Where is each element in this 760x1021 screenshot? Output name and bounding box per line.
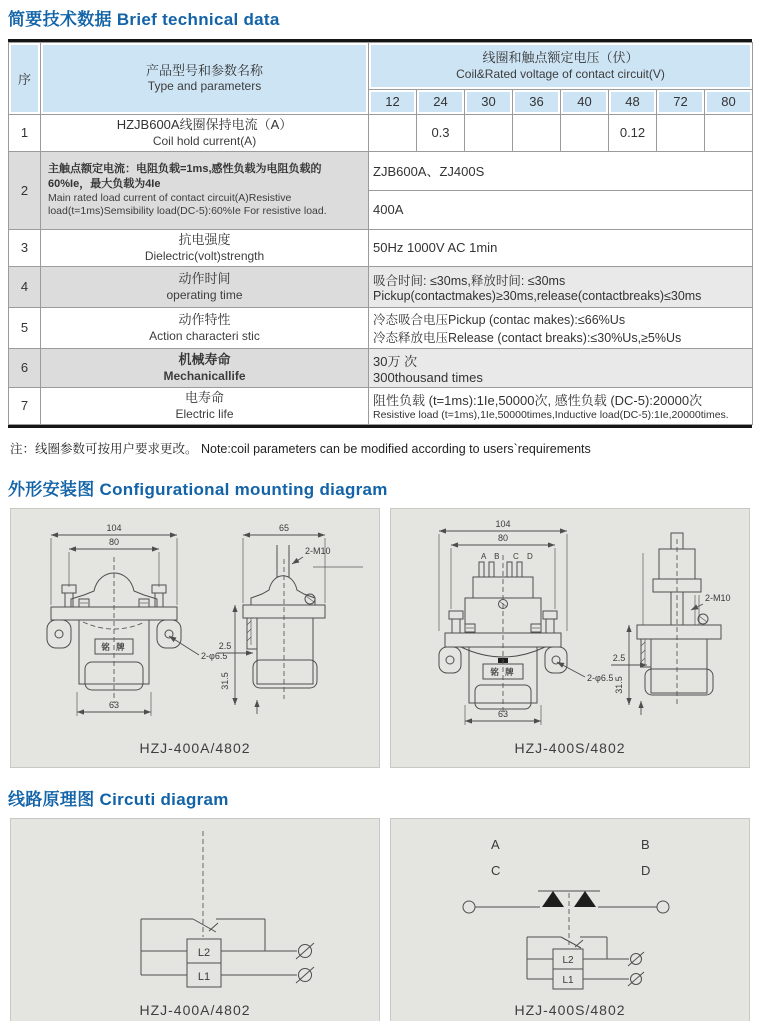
dim-63: 63 bbox=[497, 708, 509, 719]
table-header-row bbox=[9, 43, 753, 90]
terminal-label-a: A bbox=[491, 836, 500, 852]
row6-value bbox=[369, 348, 753, 387]
dim-104: 104 bbox=[495, 518, 511, 529]
row4-en: operating time bbox=[166, 287, 243, 302]
row3-value: 50Hz 1000V AC 1min bbox=[369, 229, 753, 266]
pin-labels-ab: A B bbox=[481, 551, 503, 561]
table-row-5 bbox=[9, 307, 753, 348]
row1-val-72 bbox=[657, 115, 705, 152]
row3-param bbox=[41, 229, 369, 266]
row6-en: Mechanicallife bbox=[163, 368, 246, 383]
row1-en: Coil hold current(A) bbox=[152, 133, 257, 148]
row1-seq: 1 bbox=[9, 115, 41, 152]
coil-l2-label: L2 bbox=[562, 954, 574, 966]
side-view bbox=[217, 523, 363, 714]
spec-table-wrap bbox=[8, 39, 752, 428]
row6-value-line2: 300thousand times bbox=[373, 369, 483, 385]
voltage-col-72: 72 bbox=[657, 90, 705, 115]
header-voltage bbox=[369, 43, 753, 90]
row1-zh: HZJB600A线圈保持电流（A） bbox=[116, 117, 293, 132]
header-voltage-zh: 线圈和触点额定电压（伏） bbox=[482, 50, 639, 66]
row4-param bbox=[41, 266, 369, 307]
mounting-panel-hzj-400s bbox=[390, 508, 750, 768]
mounting-panels bbox=[10, 508, 750, 768]
mounting-caption-hzj-400a: HZJ-400A/4802 bbox=[139, 739, 251, 756]
voltage-col-24: 24 bbox=[417, 90, 465, 115]
circuit-panel-hzj-400a bbox=[10, 818, 380, 1021]
row2-zh: 主触点额定电流：电阻负载=1ms,感性负载为电阻负载的60%Ie，最大负载为4Ie bbox=[48, 162, 322, 190]
terminal-label-b: B bbox=[641, 836, 650, 852]
mounting-drawing-hzj-400a bbox=[11, 509, 379, 741]
row2-val-top: ZJB600A、ZJ400S bbox=[369, 151, 753, 190]
dim-31-5: 31.5 bbox=[614, 676, 624, 694]
row5-zh: 动作特性 bbox=[178, 311, 231, 327]
table-row-3 bbox=[9, 229, 753, 266]
row4-value-line2: Pickup(contactmakes)≥30ms,release(contactbreaks)≤30ms bbox=[373, 288, 702, 303]
row1-val-12 bbox=[369, 115, 417, 152]
dim-65: 65 bbox=[278, 522, 290, 533]
mounting-panel-hzj-400a bbox=[10, 508, 380, 768]
table-row-4 bbox=[9, 266, 753, 307]
side-view bbox=[611, 533, 731, 715]
row7-seq: 7 bbox=[9, 387, 41, 424]
row3-en: Dielectric(volt)strength bbox=[144, 248, 265, 263]
voltage-col-80: 80 bbox=[705, 90, 753, 115]
row7-value bbox=[369, 387, 753, 424]
row6-seq: 6 bbox=[9, 348, 41, 387]
row5-en: Action characteri stic bbox=[149, 328, 260, 343]
voltage-col-30: 30 bbox=[465, 90, 513, 115]
row1-val-48: 0.12 bbox=[609, 115, 657, 152]
row6-param bbox=[41, 348, 369, 387]
row7-value-line2: Resistive load (t=1ms),1Ie,50000times,Inductive load(DC-5):1Ie,20000times. bbox=[373, 409, 729, 422]
row3-seq: 3 bbox=[9, 229, 41, 266]
dim-thread: 2-M10 bbox=[705, 592, 731, 603]
table-row-2a bbox=[9, 151, 753, 190]
dim-80: 80 bbox=[497, 532, 509, 543]
terminal-label-c: C bbox=[491, 862, 501, 878]
section-title-circuit-diagram: 线路原理图 Circuti diagram bbox=[8, 789, 229, 809]
coil-l1-label: L1 bbox=[562, 974, 574, 986]
section-title-brief-technical-data: 简要技术数据 Brief technical data bbox=[8, 10, 280, 29]
circuit-caption-hzj-400s: HZJ-400S/4802 bbox=[514, 1001, 626, 1018]
voltage-col-12: 12 bbox=[369, 90, 417, 115]
front-view bbox=[47, 523, 227, 716]
header-type-en: Type and parameters bbox=[147, 79, 262, 94]
dim-2-5: 2.5 bbox=[218, 640, 232, 651]
row2-en: Main rated load current of contact circuit(A)Resistive load(t=1ms)Semsibility load(DC-5):60%Ie For resistive load. bbox=[48, 191, 327, 218]
dim-thread: 2-M10 bbox=[305, 545, 331, 556]
spec-table bbox=[8, 42, 753, 425]
circuit-caption-hzj-400a: HZJ-400A/4802 bbox=[139, 1001, 251, 1018]
row2-seq: 2 bbox=[9, 151, 41, 229]
coil-l1-label: L1 bbox=[197, 970, 211, 983]
row1-val-30 bbox=[465, 115, 513, 152]
row4-value bbox=[369, 266, 753, 307]
table-row-7 bbox=[9, 387, 753, 424]
row3-zh: 抗电强度 bbox=[178, 231, 231, 247]
circuit-drawing-hzj-400a bbox=[11, 819, 379, 997]
dim-80: 80 bbox=[108, 536, 120, 547]
row4-seq: 4 bbox=[9, 266, 41, 307]
voltage-col-36: 36 bbox=[513, 90, 561, 115]
voltage-col-40: 40 bbox=[561, 90, 609, 115]
row7-zh: 电寿命 bbox=[184, 389, 224, 405]
row5-value-line2: 冷态释放电压Release (contact breaks):≤30%Us,≥5%Us bbox=[373, 330, 682, 345]
table-row-1 bbox=[9, 115, 753, 152]
row5-param bbox=[41, 307, 369, 348]
pin-labels-cd: C D bbox=[513, 551, 536, 561]
section-title-mounting-diagram: 外形安装图 Configurational mounting diagram bbox=[8, 479, 388, 499]
dim-63: 63 bbox=[108, 699, 120, 710]
row6-zh: 机械寿命 bbox=[178, 351, 231, 367]
circuit-panels bbox=[10, 818, 750, 1021]
row7-en: Electric life bbox=[175, 406, 234, 421]
row1-val-40 bbox=[561, 115, 609, 152]
circuit-panel-hzj-400s bbox=[390, 818, 750, 1021]
row2-param bbox=[41, 151, 369, 229]
row7-value-line1: 阻性负载 (t=1ms):1Ie,50000次, 感性负载 (DC-5):20000次 bbox=[373, 393, 703, 409]
coil-circuit bbox=[141, 831, 314, 987]
row5-value bbox=[369, 307, 753, 348]
row1-val-24: 0.3 bbox=[417, 115, 465, 152]
row1-val-36 bbox=[513, 115, 561, 152]
row1-param bbox=[41, 115, 369, 152]
row4-value-line1: 吸合时间: ≤30ms,释放时间: ≤30ms bbox=[373, 273, 566, 288]
voltage-col-48: 48 bbox=[609, 90, 657, 115]
row6-value-line1: 30万 次 bbox=[373, 353, 418, 369]
header-type bbox=[41, 43, 369, 115]
dim-104: 104 bbox=[106, 522, 122, 533]
table-row-6 bbox=[9, 348, 753, 387]
table-note: 注：线圈参数可按用户要求更改。 Note:coil parameters can be modified according to users`requirements bbox=[10, 441, 591, 456]
row2-val-bottom: 400A bbox=[369, 190, 753, 229]
row1-val-80 bbox=[705, 115, 753, 152]
circuit-drawing-hzj-400s bbox=[391, 819, 749, 997]
header-seq: 序 bbox=[9, 43, 41, 115]
terminal-label-d: D bbox=[641, 862, 651, 878]
header-type-zh: 产品型号和参数名称 bbox=[145, 62, 263, 78]
row7-param bbox=[41, 387, 369, 424]
nameplate-label: 铭 牌 bbox=[490, 666, 516, 677]
header-voltage-en: Coil&Rated voltage of contact circuit(V) bbox=[456, 67, 665, 82]
dim-2-5: 2.5 bbox=[612, 652, 626, 663]
row4-zh: 动作时间 bbox=[178, 270, 231, 286]
dim-hole: 2-φ6.5 bbox=[201, 650, 228, 661]
coil-l2-label: L2 bbox=[197, 946, 211, 959]
front-view bbox=[439, 519, 613, 725]
row5-value-line1: 冷态吸合电压Pickup (contac makes):≤66%Us bbox=[373, 312, 626, 327]
row5-seq: 5 bbox=[9, 307, 41, 348]
dim-hole: 2-φ6.5 bbox=[587, 672, 614, 683]
dim-31-5: 31.5 bbox=[220, 672, 230, 690]
mounting-drawing-hzj-400s bbox=[391, 509, 749, 741]
mounting-caption-hzj-400s: HZJ-400S/4802 bbox=[514, 739, 626, 756]
nameplate-label: 铭 牌 bbox=[101, 641, 127, 652]
contact-terminals bbox=[463, 837, 669, 913]
